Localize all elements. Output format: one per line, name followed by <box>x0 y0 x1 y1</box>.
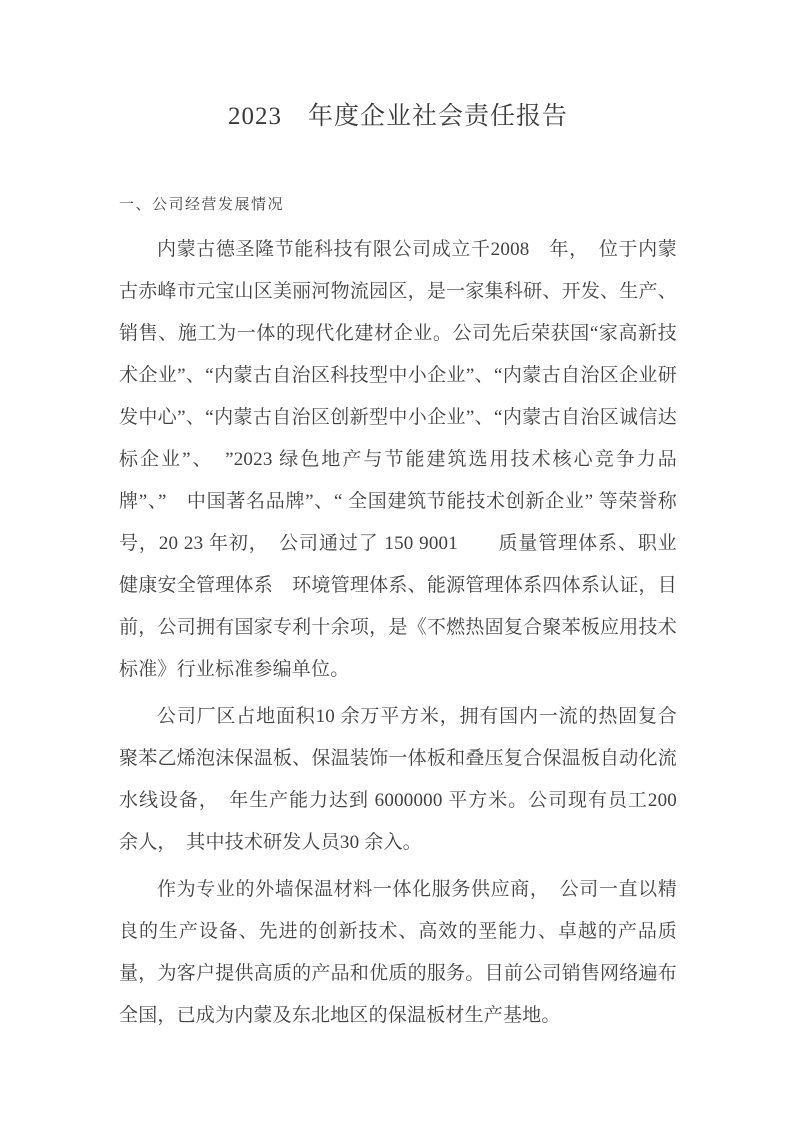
section-heading: 一、公司经营发展情况 <box>119 197 285 213</box>
section-company-development <box>119 194 682 1037</box>
paragraph-service-network: 作为专业的外墙保温材料一体化服务供应商， 公司一直以精良的生产设备、先进的创新技术、高效的垩能力、卓越的产品质量，为客户提供高质的产品和优质的服务。目前公司销售网络遍布全国，已成为内蒙及东北地区的保温板材生产基地。 <box>119 879 677 1026</box>
section-body <box>119 229 682 1037</box>
document-title: 2023 年度企业社会责任报告 <box>227 103 568 130</box>
paragraph-company-intro: 内蒙古德圣隆节能科技有限公司成立千2008 年， 位于内蒙古赤峰市元宝山区美丽河物流园区，是一家集科研、开发、生产、销售、施工为一体的现代化建材企业。公司先后荣获国“家高新技术企业”、“内蒙古自治区科技型中小企业”、“内蒙古自治区企业研发中心”、“内蒙古自治区创新型中小企业”、“内蒙古自治区诚信达标企业”、 ”2023 绿色地产与节能建筑选用技术核心竞争力品牌”、” 中国著名品牌”、“ 全国建筑节能技术创新企业” 等荣誉称号，20 23 年初， 公司通过了 150 9001 质量管理体系、职业健康安全管理体系 环境管理体系、能源管理体系四体系认证，目前，公司拥有国家专利十余项，是《不燃热固复合聚苯板应用技术标准》行业标准参编单位。 <box>119 239 677 680</box>
paragraph-factory-capacity: 公司厂区占地面积10 余万平方米，拥有国内一流的热固复合聚苯乙烯泡沫保温板、保温装饰一体板和叠压复合保温板自动化流水线设备， 年生产能力达到 6000000 平方米。公司现有员工200 余人， 其中技术研发人员30 余入。 <box>119 706 682 853</box>
